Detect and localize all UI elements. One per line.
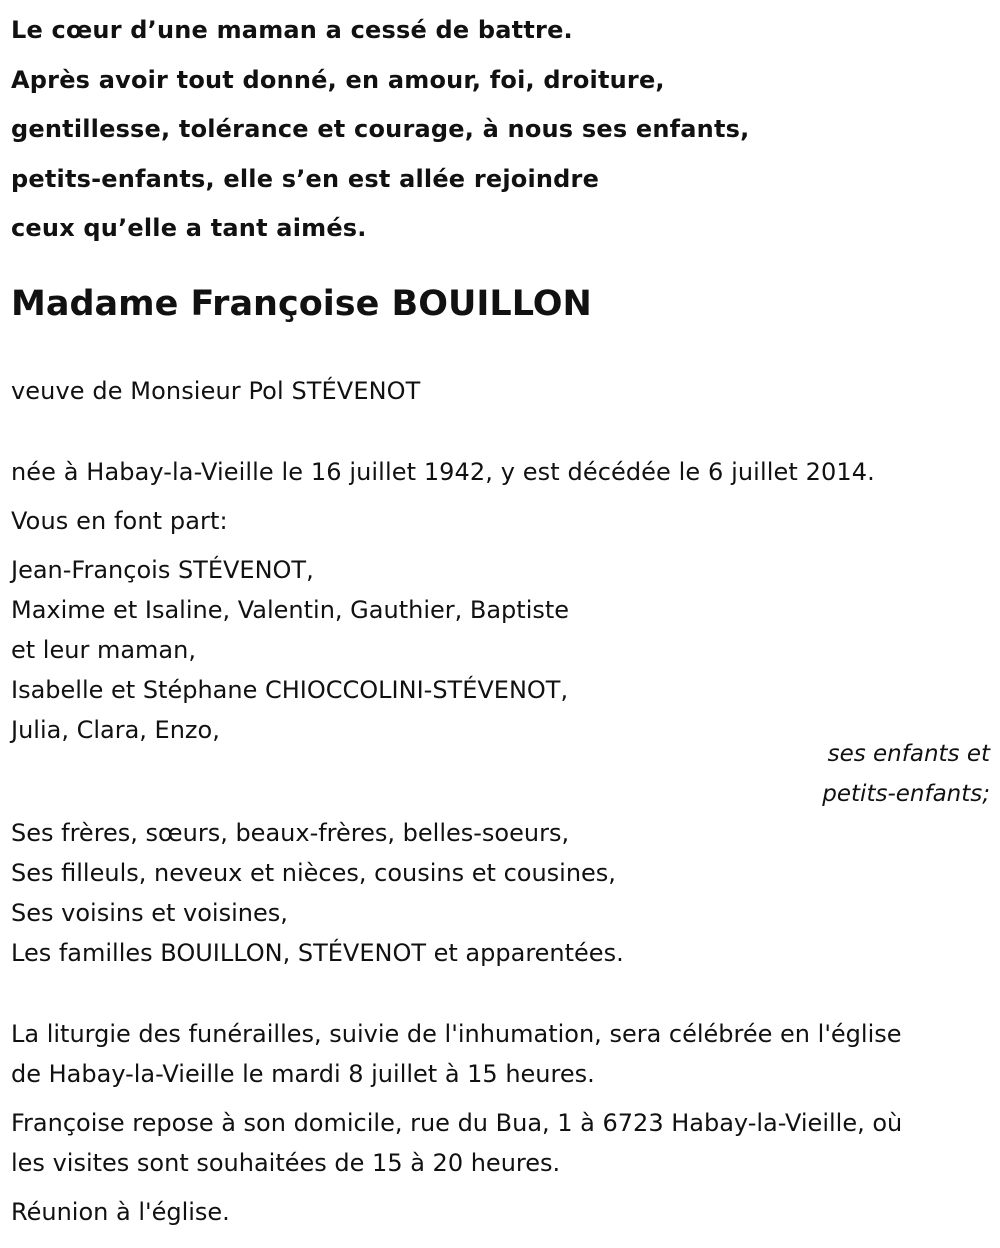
relatives-line: Ses voisins et voisines, [11, 899, 288, 927]
liturgy-line: de Habay-la-Vieille le mardi 8 juillet à 15 heures. [11, 1060, 595, 1088]
children-list [11, 550, 569, 750]
announce-line: Vous en font part: [11, 507, 228, 535]
intro-line: gentillesse, tolérance et courage, à nous ses enfants, [11, 115, 750, 143]
deceased-name: Madame Françoise BOUILLON [11, 284, 592, 324]
relatives-line: Ses frères, sœurs, beaux-frères, belles-soeurs, [11, 819, 570, 847]
intro-line: Le cœur d’une maman a cessé de battre. [11, 16, 573, 44]
relatives-line: Ses filleuls, neveux et nièces, cousins et cousines, [11, 859, 616, 887]
intro-line: petits-enfants, elle s’en est allée rejoindre [11, 164, 600, 193]
other-relatives-list [11, 813, 624, 973]
children-relation [822, 734, 990, 814]
liturgy-line: La liturgie des funérailles, suivie de l'inhumation, sera célébrée en l'église [11, 1020, 902, 1048]
intro-line: ceux qu’elle a tant aimés. [11, 214, 367, 242]
children-line: et leur maman, [11, 636, 196, 664]
rest-paragraph [11, 1103, 902, 1183]
birth-death-line: née à Habay-la-Vieille le 16 juillet 1942, y est décédée le 6 juillet 2014. [11, 458, 875, 486]
widow-of-line: veuve de Monsieur Pol STÉVENOT [11, 377, 421, 405]
children-line: Isabelle et Stéphane CHIOCCOLINI-STÉVENOT, [11, 676, 569, 704]
relation-line: ses enfants et [827, 741, 990, 767]
rest-line: les visites sont souhaitées de 15 à 20 heures. [11, 1149, 561, 1177]
relation-line: petits-enfants; [822, 781, 990, 807]
ceremony-details [11, 1014, 902, 1232]
liturgy-paragraph [11, 1014, 902, 1094]
intro-line: Après avoir tout donné, en amour, foi, droiture, [11, 65, 665, 94]
children-line: Maxime et Isaline, Valentin, Gauthier, Baptiste [11, 596, 570, 624]
children-line: Jean-François STÉVENOT, [11, 556, 314, 584]
children-line: Julia, Clara, Enzo, [11, 716, 220, 744]
meeting-line: Réunion à l'église. [11, 1198, 230, 1226]
relatives-line: Les familles BOUILLON, STÉVENOT et apparentées. [11, 939, 624, 967]
rest-line: Françoise repose à son domicile, rue du Bua, 1 à 6723 Habay-la-Vieille, où [11, 1109, 903, 1137]
intro-verse [11, 6, 971, 254]
